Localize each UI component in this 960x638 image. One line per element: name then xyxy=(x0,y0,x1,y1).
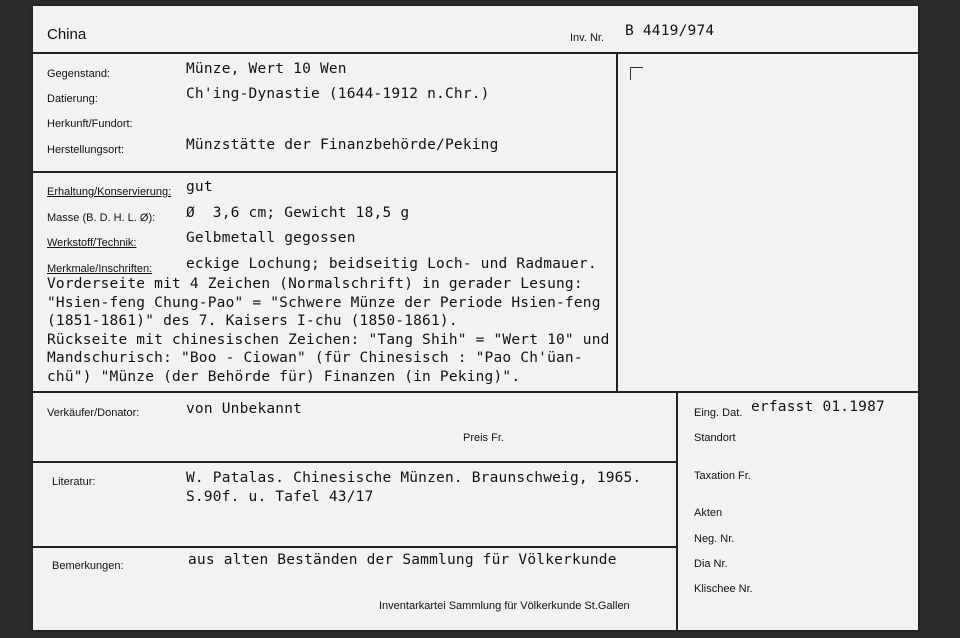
masse-value: Ø 3,6 cm; Gewicht 18,5 g xyxy=(186,205,410,221)
erhaltung-label: Erhaltung/Konservierung: xyxy=(47,186,172,198)
klischee-nr-label: Klischee Nr. xyxy=(694,583,753,595)
masse-label: Masse (B. D. H. L. Ø): xyxy=(47,212,156,224)
werkstoff-value: Gelbmetall gegossen xyxy=(186,230,356,246)
eing-dat-label: Eing. Dat. xyxy=(694,407,743,419)
datierung-label: Datierung: xyxy=(47,93,98,105)
header-divider xyxy=(33,52,918,54)
merkmale-line: chü") "Münze (der Behörde für) Finanzen (in Peking)". xyxy=(47,368,521,385)
country-title: China xyxy=(47,26,87,43)
section-divider-2 xyxy=(33,391,918,393)
section-divider-1 xyxy=(33,171,617,173)
inventory-card xyxy=(33,6,918,630)
column-divider-top xyxy=(616,52,618,392)
column-divider-bottom xyxy=(676,391,678,630)
corner-mark xyxy=(630,67,643,80)
dia-nr-label: Dia Nr. xyxy=(694,558,728,570)
inv-nr-value: B 4419/974 xyxy=(625,23,715,39)
gegenstand-label: Gegenstand: xyxy=(47,68,110,80)
werkstoff-label: Werkstoff/Technik: xyxy=(47,237,137,249)
eing-dat-value: erfasst 01.1987 xyxy=(751,399,885,415)
herstellungsort-label: Herstellungsort: xyxy=(47,144,125,156)
literatur-label: Literatur: xyxy=(52,476,96,488)
bemerkungen-label: Bemerkungen: xyxy=(52,560,124,572)
merkmale-line: Mandschurisch: "Boo - Ciowan" (für Chinesisch : "Pao Ch'üan- xyxy=(47,350,583,366)
merkmale-line: (1851-1861)" des 7. Kaisers I-chu (1850-1861). xyxy=(47,313,458,329)
verkaeufer-label: Verkäufer/Donator: xyxy=(47,407,140,419)
merkmale-line: "Hsien-feng Chung-Pao" = "Schwere Münze der Periode Hsien-feng xyxy=(47,294,601,311)
literatur-line: W. Patalas. Chinesische Münzen. Braunschweig, 1965. xyxy=(186,470,642,486)
merkmale-text xyxy=(47,275,610,386)
erhaltung-value: gut xyxy=(186,179,213,195)
merkmale-line: Rückseite mit chinesischen Zeichen: "Tang Shih" = "Wert 10" und xyxy=(47,331,610,348)
datierung-value: Ch'ing-Dynastie (1644-1912 n.Chr.) xyxy=(186,86,490,102)
merkmale-first-line: eckige Lochung; beidseitig Loch- und Radmauer. xyxy=(186,256,597,272)
card-footer: Inventarkartei Sammlung für Völkerkunde St.Gallen xyxy=(379,600,630,612)
inv-nr-label: Inv. Nr. xyxy=(570,32,605,44)
section-divider-4 xyxy=(33,546,677,548)
neg-nr-label: Neg. Nr. xyxy=(694,533,735,545)
gegenstand-value: Münze, Wert 10 Wen xyxy=(186,61,347,77)
literatur-text xyxy=(186,469,641,507)
herkunft-label: Herkunft/Fundort: xyxy=(47,118,133,130)
taxation-label: Taxation Fr. xyxy=(694,470,751,482)
akten-label: Akten xyxy=(694,507,723,519)
literatur-line: S.90f. u. Tafel 43/17 xyxy=(186,489,374,505)
section-divider-3 xyxy=(33,461,677,463)
standort-label: Standort xyxy=(694,432,736,444)
verkaeufer-value: von Unbekannt xyxy=(186,401,303,417)
bemerkungen-value: aus alten Beständen der Sammlung für Völkerkunde xyxy=(188,552,617,568)
herstellungsort-value: Münzstätte der Finanzbehörde/Peking xyxy=(186,137,499,153)
preis-label: Preis Fr. xyxy=(463,432,504,444)
merkmale-line: Vorderseite mit 4 Zeichen (Normalschrift) in gerader Lesung: xyxy=(47,276,583,292)
merkmale-label: Merkmale/Inschriften: xyxy=(47,263,153,275)
